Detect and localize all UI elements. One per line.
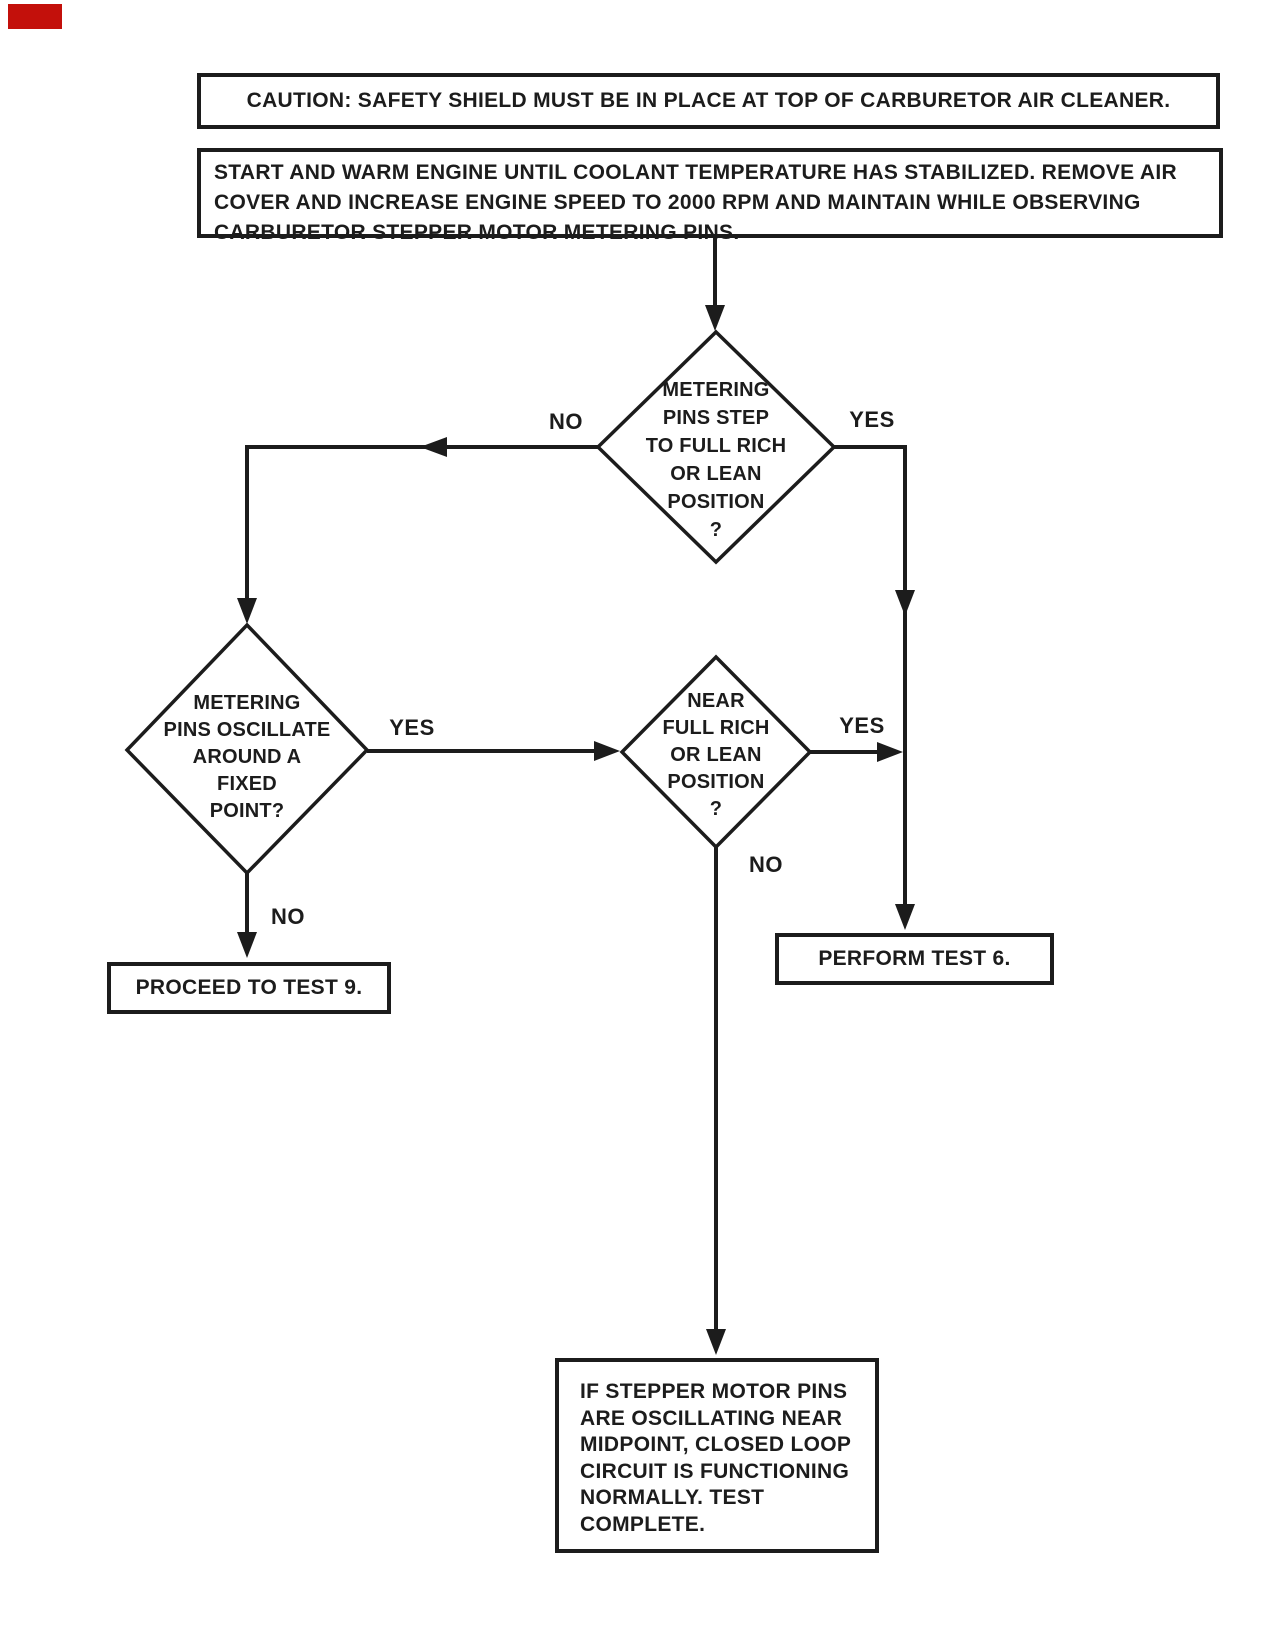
decision1-text — [616, 376, 816, 544]
branch-label-no-decision1: NO — [549, 409, 583, 434]
arrowhead-down-rail-mid — [895, 590, 915, 616]
text-line: IF STEPPER MOTOR PINS — [580, 1380, 848, 1403]
arrowhead-left-no1 — [420, 437, 447, 457]
text-line: POSITION — [667, 491, 765, 513]
text-line: NEAR — [687, 690, 745, 712]
text-line: CARBURETOR STEPPER MOTOR METERING PINS. — [214, 221, 740, 244]
text-line: PINS OSCILLATE — [163, 719, 331, 741]
arrowhead-down-d1 — [705, 305, 725, 331]
text-line: NORMALLY. TEST — [580, 1486, 765, 1509]
text-line: PINS STEP — [662, 407, 770, 429]
text-line: ARE OSCILLATING NEAR — [580, 1406, 843, 1430]
text-line: METERING — [193, 692, 301, 714]
arrowhead-down-complete — [706, 1329, 726, 1355]
text-line: TO FULL RICH — [645, 435, 787, 457]
branch-label-no-decision3: NO — [749, 852, 783, 877]
text-line: AROUND A — [192, 746, 302, 768]
caution-box — [197, 73, 1220, 129]
text-line: CIRCUIT IS FUNCTIONING — [580, 1459, 850, 1483]
text-line: FIXED — [217, 773, 277, 795]
outcome-box-test9 — [107, 962, 391, 1014]
arrowhead-down-test9 — [237, 932, 257, 958]
arrowhead-down-test6 — [895, 904, 915, 930]
text-line: MIDPOINT, CLOSED LOOP — [580, 1433, 852, 1456]
branch-label-yes-decision3: YES — [839, 713, 885, 738]
branch-label-yes-decision1: YES — [849, 407, 895, 432]
outcome-box-test6 — [775, 933, 1054, 985]
caution-text: CAUTION: SAFETY SHIELD MUST BE IN PLACE AT TOP OF CARBURETOR AIR CLEANER. — [246, 89, 1171, 112]
text-line: COVER AND INCREASE ENGINE SPEED TO 2000 RPM AND MAINTAIN WHILE OBSERVING — [214, 191, 1141, 214]
connector-no1-to-d2 — [247, 447, 598, 601]
outcome-box-test-complete — [555, 1358, 879, 1553]
text-line: ? — [709, 798, 723, 820]
text-line: OR LEAN — [670, 744, 762, 766]
decision2-text — [132, 690, 362, 825]
text-line: COMPLETE. — [580, 1512, 706, 1536]
branch-label-yes-decision2: YES — [389, 715, 435, 740]
arrowhead-right-d3 — [594, 741, 620, 761]
text-line: METERING — [662, 379, 770, 401]
text-line: POSITION — [667, 771, 765, 793]
text-line: POINT? — [209, 800, 285, 822]
outcome-test9-text: PROCEED TO TEST 9. — [135, 976, 363, 999]
text-line: START AND WARM ENGINE UNTIL COOLANT TEMPERATURE HAS STABILIZED. REMOVE AIR — [214, 161, 1177, 184]
text-line: OR LEAN — [670, 463, 762, 485]
arrowhead-right-rail — [877, 742, 903, 762]
start-instruction-box — [197, 148, 1223, 244]
decision3-text — [626, 688, 806, 823]
arrowhead-down-d2 — [237, 598, 257, 624]
text-line: ? — [709, 519, 723, 541]
branch-label-no-decision2: NO — [271, 904, 305, 929]
connector-yes1-rail — [834, 447, 905, 906]
outcome-test6-text: PERFORM TEST 6. — [818, 947, 1011, 970]
text-line: FULL RICH — [662, 717, 770, 739]
